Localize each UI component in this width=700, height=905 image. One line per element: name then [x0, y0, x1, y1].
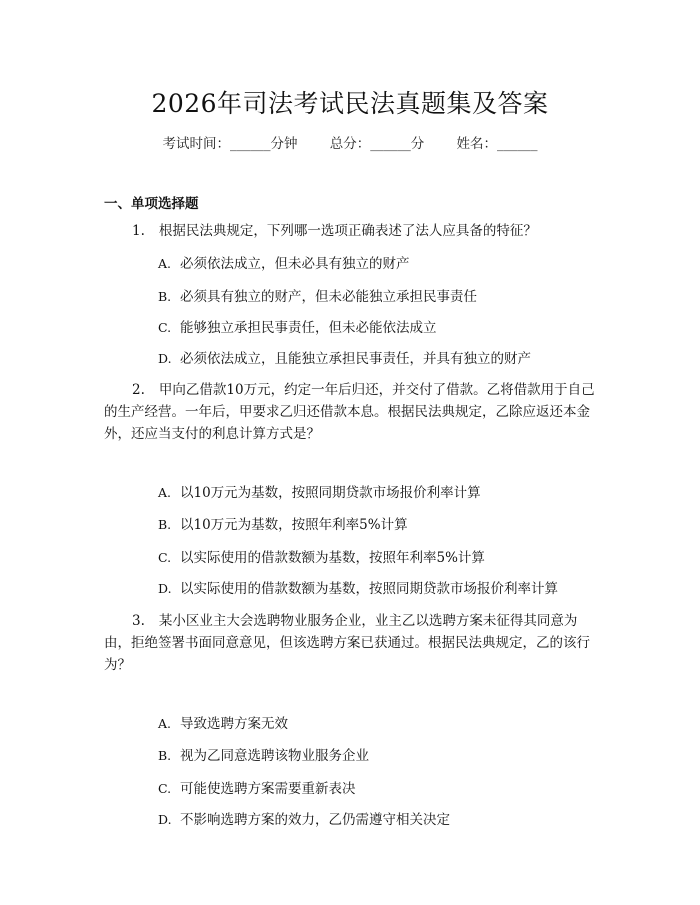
- option-1c: [158, 317, 437, 339]
- option-3b: [158, 745, 369, 767]
- option-letter: C.: [158, 781, 172, 796]
- option-text: 可能使选聘方案需要重新表决: [180, 781, 356, 797]
- option-letter: D.: [158, 351, 172, 366]
- question-number: 3.: [132, 613, 145, 629]
- option-letter: C.: [158, 550, 172, 565]
- question-number: 1.: [132, 223, 145, 239]
- option-text: 以10万元为基数，按照同期贷款市场报价利率计算: [180, 485, 481, 501]
- student-name-field: 姓名：______: [456, 136, 538, 152]
- total-score-field: 总分：______分: [329, 136, 425, 152]
- option-text: 以10万元为基数，按照年利率5%计算: [180, 517, 408, 533]
- option-letter: B.: [158, 517, 172, 532]
- question-text: 甲向乙借款10万元，约定一年后归还，并交付了借款。乙将借款用于自己的生产经营。一年后，甲要求乙归还借款本息。根据民法典规定，乙除应返还本金外，还应当支付的利息计算方式是？: [104, 382, 595, 442]
- section-heading: 一、单项选择题: [104, 196, 199, 212]
- option-text: 以实际使用的借款数额为基数，按照年利率5%计算: [180, 550, 485, 566]
- option-3a: [158, 713, 288, 735]
- option-1a: [158, 253, 410, 275]
- option-2c: [158, 547, 485, 569]
- option-letter: D.: [158, 812, 172, 827]
- option-2a: [158, 482, 481, 504]
- question-3: [104, 610, 600, 676]
- exam-info-line: [0, 132, 700, 152]
- option-text: 必须依法成立，且能独立承担民事责任，并具有独立的财产: [180, 351, 531, 367]
- option-text: 导致选聘方案无效: [180, 716, 288, 732]
- question-text: 根据民法典规定，下列哪一选项正确表述了法人应具备的特征？: [158, 223, 537, 239]
- option-letter: B.: [158, 289, 172, 304]
- option-2b: [158, 514, 408, 536]
- question-1: [104, 220, 600, 242]
- question-number: 2.: [132, 382, 145, 398]
- option-3c: [158, 778, 356, 800]
- option-text: 不影响选聘方案的效力，乙仍需遵守相关决定: [180, 812, 450, 828]
- option-letter: D.: [158, 581, 172, 596]
- option-3d: [158, 809, 450, 831]
- option-letter: A.: [158, 716, 172, 731]
- option-letter: B.: [158, 748, 172, 763]
- option-1d: [158, 348, 531, 370]
- exam-time-field: 考试时间：______分钟: [162, 136, 298, 152]
- option-text: 以实际使用的借款数额为基数，按照同期贷款市场报价利率计算: [180, 581, 558, 597]
- option-text: 视为乙同意选聘该物业服务企业: [180, 748, 369, 764]
- option-1b: [158, 286, 477, 308]
- option-text: 能够独立承担民事责任，但未必能依法成立: [180, 320, 437, 336]
- option-text: 必须具有独立的财产，但未必能独立承担民事责任: [180, 289, 477, 305]
- option-2d: [158, 578, 558, 600]
- question-text: 某小区业主大会选聘物业服务企业，业主乙以选聘方案未征得其同意为由，拒绝签署书面同意意见，但该选聘方案已获通过。根据民法典规定，乙的该行为？: [104, 613, 590, 673]
- option-letter: C.: [158, 320, 172, 335]
- option-letter: A.: [158, 485, 172, 500]
- option-text: 必须依法成立，但未必具有独立的财产: [180, 256, 410, 272]
- question-2: [104, 379, 600, 445]
- option-letter: A.: [158, 256, 172, 271]
- page-title: 2026年司法考试民法真题集及答案: [151, 89, 549, 118]
